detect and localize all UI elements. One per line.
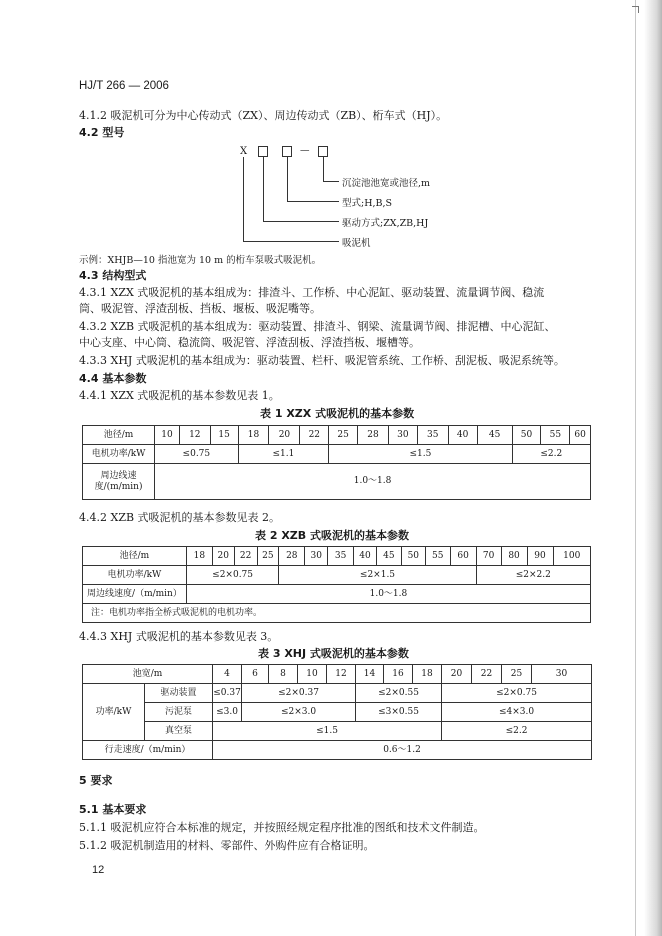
table-cell: 4 <box>213 665 242 684</box>
table-cell: 15 <box>210 426 238 445</box>
table-cell: 20 <box>442 665 472 684</box>
table-cell: 12 <box>327 665 356 684</box>
table-row <box>83 445 591 464</box>
table-cell: 22 <box>300 426 329 445</box>
crop-mark <box>632 6 639 13</box>
table-cell: ≤1.1 <box>238 445 329 464</box>
model-prefix: X <box>240 146 248 157</box>
table-cell: ≤0.37 <box>213 684 242 703</box>
table-2 <box>82 546 591 623</box>
table-row <box>83 426 591 445</box>
clause-4-3-1-line1: 4.3.1 XZX 式吸泥机的基本组成为：排渣斗、工作桥、中心泥缸、驱动装置、流量调节阀、稳流 <box>79 286 545 299</box>
table-cell: 22 <box>234 547 257 566</box>
table-row <box>83 703 592 722</box>
table-1-caption: 表 1 XZX 式吸泥机的基本参数 <box>260 407 415 420</box>
label-pool-size: 沉淀池池宽或池径,m <box>342 178 431 189</box>
table-cell: 1.0～1.8 <box>186 585 590 604</box>
table-3-label-drive: 驱动装置 <box>145 684 213 703</box>
table-cell: 0.6～1.2 <box>213 741 592 760</box>
table-cell: 40 <box>354 547 377 566</box>
table-cell: ≤3×0.55 <box>356 703 442 722</box>
table-1 <box>82 425 591 500</box>
label-machine: 吸泥机 <box>342 238 371 249</box>
table-cell: 18 <box>186 547 212 566</box>
table-3-label-sludge-pump: 污泥泵 <box>145 703 213 722</box>
table-cell: 18 <box>413 665 442 684</box>
table-cell: 6 <box>242 665 269 684</box>
table-cell: 12 <box>179 426 210 445</box>
table-cell: 50 <box>512 426 541 445</box>
table-cell: ≤1.5 <box>213 722 442 741</box>
table-1-label-diameter: 池径/m <box>83 426 155 445</box>
table-3-label-speed: 行走速度/（m/min） <box>83 741 213 760</box>
label-type: 型式;H,B,S <box>342 198 393 209</box>
table-cell: ≤2.2 <box>442 722 592 741</box>
table-cell: 20 <box>212 547 234 566</box>
table-cell: ≤2×1.5 <box>279 566 476 585</box>
table-cell: ≤0.75 <box>155 445 238 464</box>
table-cell: 10 <box>155 426 180 445</box>
table-2-label-diameter: 池径/m <box>83 547 187 566</box>
table-cell: ≤1.5 <box>329 445 512 464</box>
table-cell: 55 <box>425 547 450 566</box>
table-cell: 80 <box>501 547 527 566</box>
table-2-caption: 表 2 XZB 式吸泥机的基本参数 <box>255 529 409 542</box>
model-box-size <box>318 146 328 157</box>
table-cell: 50 <box>401 547 425 566</box>
clause-4-4-1: 4.4.1 XZX 式吸泥机的基本参数见表 1。 <box>79 389 280 402</box>
model-example: 示例：XHJB—10 指池宽为 10 m 的桁车泵吸式吸泥机。 <box>79 255 322 266</box>
table-row <box>83 684 592 703</box>
model-dash: — <box>300 145 310 156</box>
table-2-label-power: 电机功率/kW <box>83 566 187 585</box>
table-cell: 10 <box>298 665 327 684</box>
table-cell: ≤3.0 <box>213 703 242 722</box>
clause-4-4-3: 4.4.3 XHJ 式吸泥机的基本参数见表 3。 <box>79 630 279 643</box>
section-4-2-heading: 4.2 型号 <box>79 126 125 139</box>
table-cell: 45 <box>477 426 512 445</box>
table-2-label-speed: 周边线速度/（m/min） <box>83 585 187 604</box>
table-cell: 22 <box>472 665 502 684</box>
clause-5-1-1: 5.1.1 吸泥机应符合本标准的规定，并按照经规定程序批准的图纸和技术文件制造。 <box>79 821 485 834</box>
table-row <box>83 464 591 500</box>
table-cell: 40 <box>448 426 477 445</box>
clause-4-3-3: 4.3.3 XHJ 式吸泥机的基本组成为：驱动装置、栏杆、吸泥管系统、工作桥、刮泥板、吸泥系统等。 <box>79 354 565 367</box>
table-cell: 18 <box>238 426 269 445</box>
table-cell: ≤2.2 <box>512 445 590 464</box>
clause-4-4-2: 4.4.2 XZB 式吸泥机的基本参数见表 2。 <box>79 511 281 524</box>
table-row <box>83 604 591 623</box>
table-cell: 1.0～1.8 <box>155 464 591 500</box>
table-row <box>83 566 591 585</box>
page-edge-shadow <box>644 0 662 936</box>
table-cell: 60 <box>570 426 591 445</box>
clause-5-1-2: 5.1.2 吸泥机制造用的材料、零部件、外购件应有合格证明。 <box>79 839 375 852</box>
table-3-label-width: 池宽/m <box>83 665 213 684</box>
table-cell: 35 <box>417 426 448 445</box>
table-cell: ≤2×2.2 <box>476 566 590 585</box>
table-cell: 45 <box>376 547 401 566</box>
clause-4-1-2: 4.1.2 吸泥机可分为中心传动式（ZX）、周边传动式（ZB）、桁车式（HJ）。 <box>79 109 448 122</box>
clause-4-3-1-line2: 筒、吸泥管、浮渣刮板、挡板、堰板、吸泥嘴等。 <box>79 302 321 315</box>
clause-4-3-2-line1: 4.3.2 XZB 式吸泥机的基本组成为：驱动装置、排渣斗、钢梁、流量调节阀、排泥槽、中心泥缸、 <box>79 320 556 333</box>
page-number: 12 <box>92 864 105 876</box>
table-cell: 30 <box>388 426 417 445</box>
table-cell: ≤2×3.0 <box>242 703 356 722</box>
table-3-label-vacuum-pump: 真空泵 <box>145 722 213 741</box>
table-cell: 55 <box>541 426 570 445</box>
table-cell: 14 <box>356 665 384 684</box>
table-row <box>83 722 592 741</box>
table-cell: 16 <box>384 665 413 684</box>
table-cell: ≤4×3.0 <box>442 703 592 722</box>
table-cell: 90 <box>527 547 553 566</box>
table-cell: 30 <box>305 547 328 566</box>
table-cell: 30 <box>532 665 592 684</box>
section-5-1-heading: 5.1 基本要求 <box>79 803 147 816</box>
table-cell: 28 <box>358 426 389 445</box>
section-4-3-heading: 4.3 结构型式 <box>79 269 147 282</box>
table-1-label-power: 电机功率/kW <box>83 445 155 464</box>
document-header: HJ/T 266 — 2006 <box>79 80 169 92</box>
table-row <box>83 585 591 604</box>
table-cell: 25 <box>257 547 279 566</box>
table-row <box>83 741 592 760</box>
table-cell: 28 <box>279 547 305 566</box>
table-cell: ≤2×0.75 <box>186 566 278 585</box>
label-drive-mode: 驱动方式;ZX,ZB,HJ <box>342 218 429 229</box>
table-cell: ≤2×0.75 <box>442 684 592 703</box>
table-cell: 60 <box>450 547 476 566</box>
table-row <box>83 547 591 566</box>
table-cell: 70 <box>476 547 501 566</box>
model-box-type <box>282 146 292 157</box>
table-3 <box>82 664 592 760</box>
table-cell: 8 <box>269 665 298 684</box>
table-cell: 100 <box>553 547 591 566</box>
table-3-caption: 表 3 XHJ 式吸泥机的基本参数 <box>258 647 409 660</box>
section-5-heading: 5 要求 <box>79 774 113 787</box>
table-row <box>83 665 592 684</box>
table-3-label-power: 功率/kW <box>83 684 145 741</box>
table-cell: 25 <box>502 665 532 684</box>
table-cell: ≤2×0.55 <box>356 684 442 703</box>
table-cell: 20 <box>269 426 300 445</box>
model-box-drive <box>258 146 268 157</box>
table-cell: ≤2×0.37 <box>242 684 356 703</box>
table-cell: 35 <box>328 547 354 566</box>
table-1-label-speed: 周边线速度/(m/min) <box>83 464 155 500</box>
page-edge-line <box>635 0 636 936</box>
section-4-4-heading: 4.4 基本参数 <box>79 372 147 385</box>
table-cell: 25 <box>329 426 358 445</box>
table-2-note: 注：电机功率指全桥式吸泥机的电机功率。 <box>83 604 591 623</box>
clause-4-3-2-line2: 中心支座、中心筒、稳流筒、吸泥管、浮渣刮板、浮渣挡板、堰槽等。 <box>79 336 420 349</box>
